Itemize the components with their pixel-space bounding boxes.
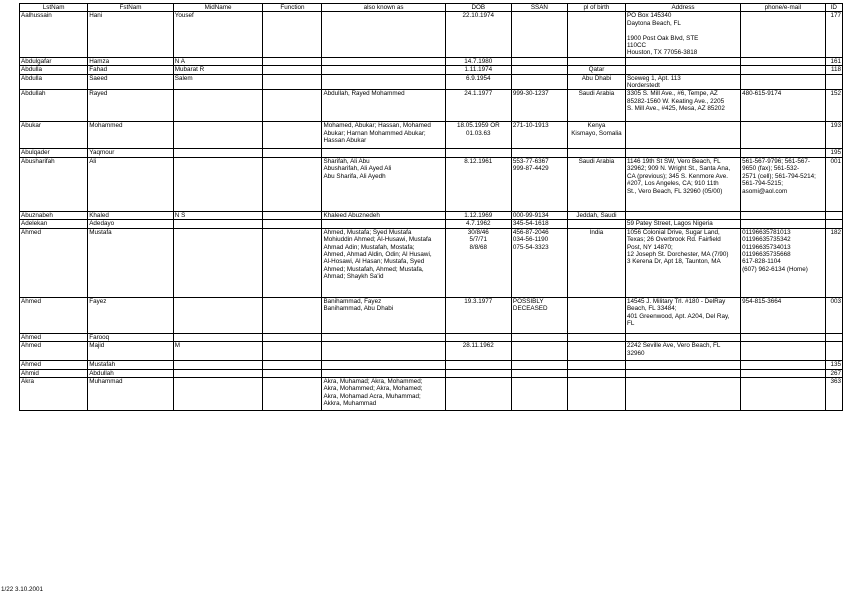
cell-middle-name <box>173 369 263 377</box>
cell-first-name: Majid <box>88 342 174 361</box>
cell-id: 267 <box>825 369 842 377</box>
cell-first-name: Yaqmour <box>88 149 174 157</box>
cell-dob: 19.3.1977 <box>445 297 511 333</box>
cell-dob: 4.7.1962 <box>445 220 511 228</box>
cell-place-of-birth <box>567 57 625 65</box>
table-row <box>20 122 843 149</box>
cell-place-of-birth: Saudi Arabia <box>567 90 625 122</box>
cell-first-name: Mustafa <box>88 228 174 297</box>
cell-also-known-as <box>322 57 445 65</box>
cell-ssan <box>511 74 567 90</box>
cell-phone-email <box>741 74 826 90</box>
cell-also-known-as <box>322 342 445 361</box>
column-header-middle-name: MidName <box>173 4 263 12</box>
cell-middle-name: N A <box>173 57 263 65</box>
cell-function <box>263 122 322 149</box>
cell-middle-name <box>173 157 263 211</box>
cell-function <box>263 66 322 74</box>
cell-first-name: Saeed <box>88 74 174 90</box>
cell-also-known-as: Mohamed, Abukar; Hassan, Mohamed Abukar; Harnan Mohammed Abukar; Hassan Abukar <box>322 122 445 149</box>
cell-last-name: Adelekan <box>20 220 88 228</box>
cell-function <box>263 12 322 57</box>
cell-phone-email: 954-815-3664 <box>741 297 826 333</box>
cell-first-name: Muhammad <box>88 377 174 410</box>
cell-function <box>263 57 322 65</box>
cell-middle-name: Mubarat R <box>173 66 263 74</box>
cell-dob: 14.7.1980 <box>445 57 511 65</box>
cell-ssan: POSSIBLY DECEASED <box>511 297 567 333</box>
cell-function <box>263 297 322 333</box>
cell-address <box>625 333 740 341</box>
table-row <box>20 149 843 157</box>
cell-id: 363 <box>825 377 842 410</box>
cell-first-name: Fayez <box>88 297 174 333</box>
cell-id: 193 <box>825 122 842 149</box>
cell-id <box>825 220 842 228</box>
cell-id: 001 <box>825 157 842 211</box>
cell-dob <box>445 149 511 157</box>
cell-phone-email <box>741 57 826 65</box>
column-header-address: Address <box>625 4 740 12</box>
cell-id <box>825 74 842 90</box>
cell-address: Sceweg 1, Apt. 113 Norderstedt <box>625 74 740 90</box>
cell-also-known-as: Sharifah, Ali Abu Abusharifah, Ali Ayed Ali Abu Sharifa, Ali Ayedh <box>322 157 445 211</box>
cell-first-name: Hani <box>88 12 174 57</box>
cell-place-of-birth <box>567 297 625 333</box>
cell-dob <box>445 333 511 341</box>
cell-function <box>263 369 322 377</box>
cell-dob <box>445 377 511 410</box>
cell-ssan <box>511 342 567 361</box>
column-header-ssan: SSAN <box>511 4 567 12</box>
records-table <box>19 3 843 411</box>
cell-first-name: Adedayo <box>88 220 174 228</box>
cell-phone-email <box>741 122 826 149</box>
cell-dob: 1.12.1969 <box>445 211 511 219</box>
cell-place-of-birth: Kenya Kismayo, Somalia <box>567 122 625 149</box>
cell-id <box>825 211 842 219</box>
cell-function <box>263 220 322 228</box>
header-row <box>20 4 843 12</box>
table-row <box>20 57 843 65</box>
records-body <box>20 12 843 411</box>
cell-also-known-as <box>322 220 445 228</box>
column-header-dob: DOB <box>445 4 511 12</box>
cell-middle-name <box>173 333 263 341</box>
cell-also-known-as <box>322 149 445 157</box>
cell-function <box>263 90 322 122</box>
cell-phone-email <box>741 377 826 410</box>
cell-place-of-birth <box>567 342 625 361</box>
cell-ssan <box>511 149 567 157</box>
cell-id: 003 <box>825 297 842 333</box>
cell-address: 1056 Colonial Drive, Sugar Land, Texas; 26 Overbrook Rd. Fairfield Post, NY 14870; 12 Joseph St. Dorchester, MA (7/90) 3 Kerena Dr, Apt 18, Taunton, MA <box>625 228 740 297</box>
cell-first-name: Hamza <box>88 57 174 65</box>
column-header-id: ID <box>825 4 842 12</box>
table-row <box>20 342 843 361</box>
cell-ssan <box>511 66 567 74</box>
cell-ssan <box>511 333 567 341</box>
cell-middle-name: N S <box>173 211 263 219</box>
cell-ssan <box>511 361 567 369</box>
cell-last-name: Abdullah <box>20 90 88 122</box>
cell-phone-email <box>741 12 826 57</box>
cell-place-of-birth <box>567 220 625 228</box>
cell-last-name: Abuznabeh <box>20 211 88 219</box>
cell-last-name: Ahmed <box>20 333 88 341</box>
cell-dob: 22.10.1974 <box>445 12 511 57</box>
cell-also-known-as <box>322 369 445 377</box>
cell-first-name: Rayed <box>88 90 174 122</box>
cell-last-name: Abdulla <box>20 74 88 90</box>
cell-last-name: Abdulgafar <box>20 57 88 65</box>
cell-place-of-birth: India <box>567 228 625 297</box>
cell-address: 59 Patey Street, Lagos Nigeria <box>625 220 740 228</box>
table-row <box>20 66 843 74</box>
table-row <box>20 157 843 211</box>
table-row <box>20 211 843 219</box>
cell-dob: 6.9.1954 <box>445 74 511 90</box>
cell-id: 182 <box>825 228 842 297</box>
cell-place-of-birth <box>567 333 625 341</box>
cell-dob <box>445 369 511 377</box>
cell-dob: 30/8/46 5/7/71 8/8/68 <box>445 228 511 297</box>
cell-address <box>625 57 740 65</box>
cell-first-name: Ali <box>88 157 174 211</box>
cell-ssan: 271-10-1913 <box>511 122 567 149</box>
cell-ssan: 456-87-2046 034-56-1190 075-54-3323 <box>511 228 567 297</box>
cell-middle-name <box>173 149 263 157</box>
cell-last-name: Ahmed <box>20 297 88 333</box>
cell-address: 1146 19th St SW, Vero Beach, FL 32962; 909 N. Wright St., Santa Ana, CA (previous); 345 S. Kenmore Ave. #207, Los Angeles, CA; 910 11th St., Vero Beach, FL 32960 (05/00) <box>625 157 740 211</box>
cell-place-of-birth <box>567 361 625 369</box>
cell-address <box>625 361 740 369</box>
cell-last-name: Aalhussain <box>20 12 88 57</box>
cell-ssan: 999-30-1237 <box>511 90 567 122</box>
cell-also-known-as: Banihammad, Fayez Banihammad, Abu Dhabi <box>322 297 445 333</box>
cell-place-of-birth: Qatar <box>567 66 625 74</box>
cell-middle-name: Yousef <box>173 12 263 57</box>
cell-dob: 24.1.1977 <box>445 90 511 122</box>
cell-also-known-as: Akra, Muhamad; Akra, Mohammed; Akra, Mohammed; Akra, Mohamed; Akra, Mohamad Acra, Muhammad; Akkra, Muhammad <box>322 377 445 410</box>
cell-phone-email <box>741 220 826 228</box>
cell-function <box>263 361 322 369</box>
cell-place-of-birth <box>567 149 625 157</box>
table-row <box>20 297 843 333</box>
cell-last-name: Abusharifah <box>20 157 88 211</box>
cell-address <box>625 369 740 377</box>
table-row <box>20 369 843 377</box>
table-row <box>20 220 843 228</box>
cell-also-known-as <box>322 12 445 57</box>
cell-address <box>625 377 740 410</box>
cell-middle-name <box>173 297 263 333</box>
cell-place-of-birth: Saudi Arabia <box>567 157 625 211</box>
page-footer: 1/22 3.10.2001 <box>1 586 44 593</box>
cell-id <box>825 342 842 361</box>
cell-first-name: Farooq <box>88 333 174 341</box>
cell-phone-email: 480-615-9174 <box>741 90 826 122</box>
cell-phone-email: 561-567-9796; 561-567- 9650 (fax); 561-532- 2571 (cell); 561-794-5214; 561-794-5215; asomi@aol.com <box>741 157 826 211</box>
cell-id: 161 <box>825 57 842 65</box>
cell-function <box>263 377 322 410</box>
cell-address: 3305 S. Mill Ave., #6, Tempe, AZ 85282-1560 W. Keating Ave., 2205 S. Mill Ave., #425, Mesa, AZ 85202 <box>625 90 740 122</box>
cell-place-of-birth <box>567 12 625 57</box>
column-header-phone-email: phone/e-mail <box>741 4 826 12</box>
cell-middle-name <box>173 377 263 410</box>
cell-middle-name <box>173 228 263 297</box>
cell-ssan <box>511 12 567 57</box>
cell-dob: 1.11.1974 <box>445 66 511 74</box>
cell-also-known-as: Abdullah, Rayed Mohammed <box>322 90 445 122</box>
cell-middle-name: Salem <box>173 74 263 90</box>
cell-function <box>263 74 322 90</box>
cell-phone-email <box>741 66 826 74</box>
cell-middle-name: M <box>173 342 263 361</box>
cell-id: 152 <box>825 90 842 122</box>
cell-first-name: Fahad <box>88 66 174 74</box>
cell-place-of-birth: Abu Dhabi <box>567 74 625 90</box>
column-header-function: Function <box>263 4 322 12</box>
cell-phone-email <box>741 333 826 341</box>
cell-ssan <box>511 57 567 65</box>
cell-dob <box>445 361 511 369</box>
cell-middle-name <box>173 122 263 149</box>
cell-also-known-as <box>322 361 445 369</box>
cell-also-known-as <box>322 66 445 74</box>
cell-middle-name <box>173 90 263 122</box>
cell-id: 135 <box>825 361 842 369</box>
cell-ssan: 000-99-9134 <box>511 211 567 219</box>
column-header-last-name: LstNam <box>20 4 88 12</box>
cell-dob: 8.12.1961 <box>445 157 511 211</box>
cell-first-name: Mohammed <box>88 122 174 149</box>
cell-id: 177 <box>825 12 842 57</box>
cell-id <box>825 333 842 341</box>
cell-ssan: 553-77-6367 999-87-4429 <box>511 157 567 211</box>
cell-address: 14545 J. Military Trl. #180 - DelRay Beach, FL 33484; 401 Greenwood, Apt. A204, Del Ray, FL <box>625 297 740 333</box>
column-header-place-of-birth: pl of birth <box>567 4 625 12</box>
cell-last-name: Akra <box>20 377 88 410</box>
cell-address: 2242 Seville Ave, Vero Beach, FL 32960 <box>625 342 740 361</box>
cell-function <box>263 342 322 361</box>
cell-dob: 28.11.1962 <box>445 342 511 361</box>
cell-address <box>625 122 740 149</box>
cell-place-of-birth <box>567 377 625 410</box>
cell-address <box>625 66 740 74</box>
cell-middle-name <box>173 361 263 369</box>
cell-last-name: Ahmed <box>20 342 88 361</box>
cell-last-name: Ahmed <box>20 228 88 297</box>
cell-phone-email <box>741 149 826 157</box>
cell-id: 195 <box>825 149 842 157</box>
cell-phone-email <box>741 369 826 377</box>
table-row <box>20 377 843 410</box>
cell-function <box>263 333 322 341</box>
column-header-first-name: FstNam <box>88 4 174 12</box>
cell-function <box>263 211 322 219</box>
cell-place-of-birth: Jeddah, Saudi <box>567 211 625 219</box>
cell-last-name: Abukar <box>20 122 88 149</box>
column-header-also-known-as: also known as <box>322 4 445 12</box>
cell-address <box>625 149 740 157</box>
cell-address <box>625 211 740 219</box>
cell-last-name: Abdulla <box>20 66 88 74</box>
cell-dob: 18.05.1959 OR 01.03.63 <box>445 122 511 149</box>
table-row <box>20 333 843 341</box>
cell-ssan: 345-54-1618 <box>511 220 567 228</box>
cell-also-known-as <box>322 333 445 341</box>
table-row <box>20 361 843 369</box>
table-row <box>20 12 843 57</box>
cell-ssan <box>511 369 567 377</box>
cell-function <box>263 157 322 211</box>
cell-first-name: Khaled <box>88 211 174 219</box>
cell-phone-email <box>741 361 826 369</box>
table-row <box>20 228 843 297</box>
cell-also-known-as <box>322 74 445 90</box>
cell-function <box>263 149 322 157</box>
cell-phone-email: 01196635781013 01196635735342 01196635734013 01196635735668 617-828-1104 (607) 962-6134 (Home) <box>741 228 826 297</box>
cell-ssan <box>511 377 567 410</box>
cell-id: 118 <box>825 66 842 74</box>
cell-first-name: Abdullah <box>88 369 174 377</box>
table-row <box>20 74 843 90</box>
cell-phone-email <box>741 342 826 361</box>
cell-phone-email <box>741 211 826 219</box>
cell-first-name: Mustafah <box>88 361 174 369</box>
cell-last-name: Ahmed <box>20 361 88 369</box>
cell-address: PO Box 145340 Daytona Beach, FL 1900 Post Oak Blvd, STE 110CC Houston, TX 77056-3818 <box>625 12 740 57</box>
cell-middle-name <box>173 220 263 228</box>
cell-last-name: Ahmid <box>20 369 88 377</box>
cell-also-known-as: Khaleed Abuznedeh <box>322 211 445 219</box>
table-row <box>20 90 843 122</box>
cell-also-known-as: Ahmed, Mustafa; Syed Mustafa Mohiuddin Ahmed; Al-Husawi, Mustafa Ahmad Adin; Mustafah, Mostafa; Ahmed, Ahmad Aldin, Odin; Al Husawi, Al-Hosawi, Al Hasan; Mustafa, Syed Ahmed; Mustafah, Ahmed; Mustafa, Ahmad; Shaykh Sa'id <box>322 228 445 297</box>
cell-place-of-birth <box>567 369 625 377</box>
cell-function <box>263 228 322 297</box>
cell-last-name: Abulqader <box>20 149 88 157</box>
